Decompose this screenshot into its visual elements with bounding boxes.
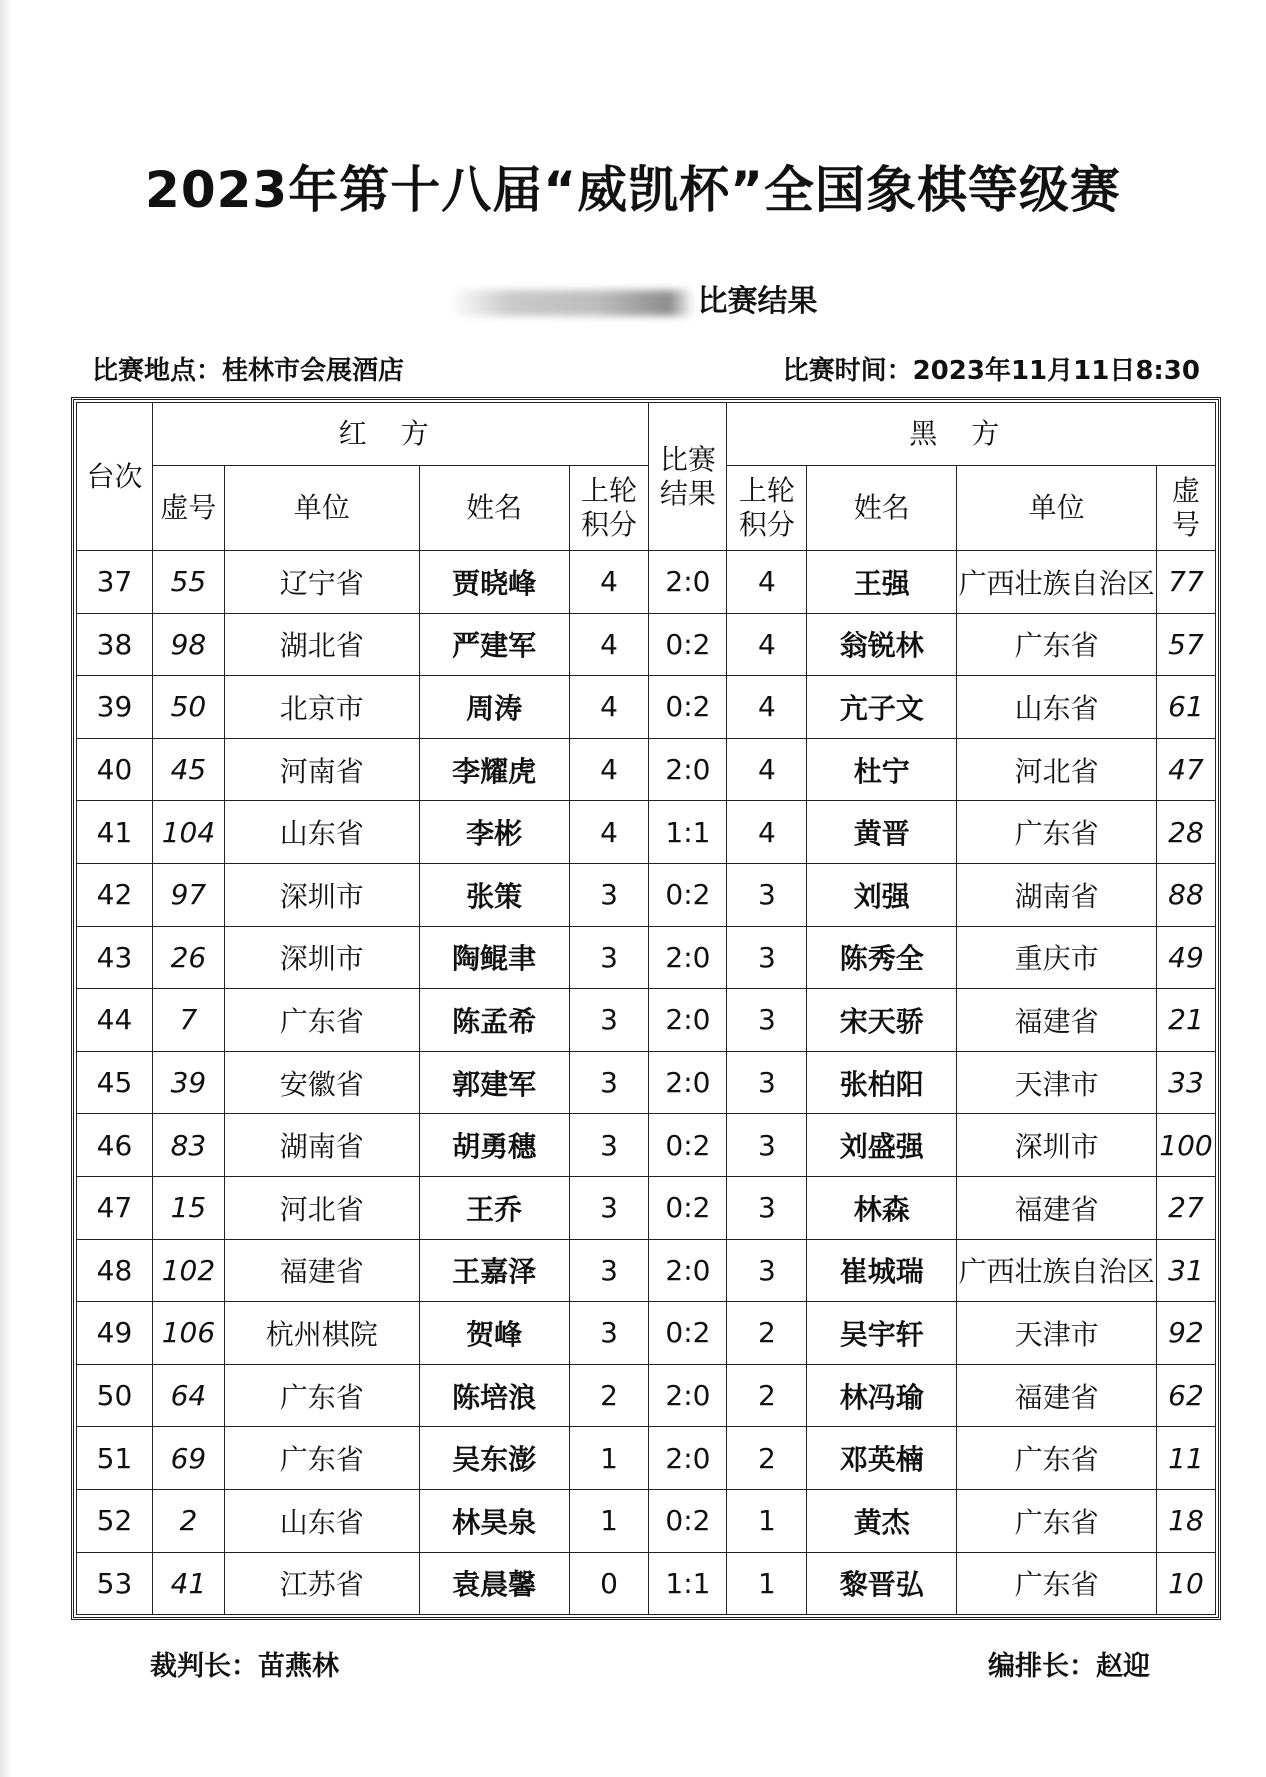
header-table-no: 台次: [77, 403, 153, 551]
black-points: 3: [727, 1176, 807, 1239]
table-no: 42: [77, 863, 153, 926]
black-id: 11: [1156, 1427, 1215, 1490]
black-name: 刘盛强: [807, 1114, 957, 1177]
table-no: 49: [77, 1302, 153, 1365]
red-points: 3: [569, 863, 649, 926]
red-unit: 广东省: [224, 1364, 419, 1427]
red-name: 郭建军: [419, 1051, 569, 1114]
black-unit: 山东省: [957, 676, 1157, 739]
table-row: [77, 613, 1216, 676]
red-points: 3: [569, 1051, 649, 1114]
header-black-points: 上轮积分: [727, 466, 807, 551]
black-points: 4: [727, 738, 807, 801]
table-no: 47: [77, 1176, 153, 1239]
header-red-id: 虚号: [152, 466, 224, 551]
results-table: [76, 402, 1216, 1615]
black-name: 黎晋弘: [807, 1552, 957, 1615]
black-unit: 河北省: [957, 738, 1157, 801]
red-id: 98: [152, 613, 224, 676]
red-id: 64: [152, 1364, 224, 1427]
red-name: 陈孟希: [419, 989, 569, 1052]
table-row: [77, 1114, 1216, 1177]
red-unit: 杭州棋院: [224, 1302, 419, 1365]
table-no: 40: [77, 738, 153, 801]
black-unit: 广东省: [957, 1427, 1157, 1490]
table-no: 48: [77, 1239, 153, 1302]
red-name: 严建军: [419, 613, 569, 676]
header-red-side: 红方: [152, 403, 649, 466]
black-id: 77: [1156, 551, 1215, 614]
black-name: 王强: [807, 551, 957, 614]
header-black-name: 姓名: [807, 466, 957, 551]
table-row: [77, 801, 1216, 864]
black-unit: 广东省: [957, 1489, 1157, 1552]
black-unit: 深圳市: [957, 1114, 1157, 1177]
black-points: 4: [727, 551, 807, 614]
black-unit: 广东省: [957, 613, 1157, 676]
red-points: 4: [569, 676, 649, 739]
black-id: 10: [1156, 1552, 1215, 1615]
table-row: [77, 926, 1216, 989]
black-points: 4: [727, 801, 807, 864]
table-no: 44: [77, 989, 153, 1052]
scheduler: 编排长：赵迎: [988, 1651, 1150, 1682]
red-points: 1: [569, 1427, 649, 1490]
black-unit: 天津市: [957, 1051, 1157, 1114]
table-no: 41: [77, 801, 153, 864]
red-name: 张策: [419, 863, 569, 926]
result: 2:0: [649, 1239, 727, 1302]
red-name: 李彬: [419, 801, 569, 864]
black-id: 100: [1156, 1114, 1215, 1177]
red-id: 15: [152, 1176, 224, 1239]
red-name: 王嘉泽: [419, 1239, 569, 1302]
result: 0:2: [649, 1176, 727, 1239]
red-name: 吴东澎: [419, 1427, 569, 1490]
table-subheader-row: [77, 466, 1216, 551]
black-id: 33: [1156, 1051, 1215, 1114]
time-info: 比赛时间：2023年11月11日8:30: [782, 356, 1200, 386]
red-id: 69: [152, 1427, 224, 1490]
black-name: 黄晋: [807, 801, 957, 864]
page-title: 2023年第十八届“威凯杯”全国象棋等级赛: [145, 161, 1121, 219]
black-name: 吴宇轩: [807, 1302, 957, 1365]
red-unit: 广东省: [224, 989, 419, 1052]
red-points: 3: [569, 1239, 649, 1302]
result: 2:0: [649, 1364, 727, 1427]
result: 0:2: [649, 1114, 727, 1177]
black-id: 21: [1156, 989, 1215, 1052]
red-unit: 辽宁省: [224, 551, 419, 614]
red-points: 4: [569, 551, 649, 614]
red-id: 104: [152, 801, 224, 864]
black-points: 2: [727, 1364, 807, 1427]
red-name: 林昊泉: [419, 1489, 569, 1552]
table-no: 53: [77, 1552, 153, 1615]
red-points: 4: [569, 801, 649, 864]
chief-referee: 裁判长：苗燕林: [150, 1651, 339, 1682]
black-points: 3: [727, 1114, 807, 1177]
result: 0:2: [649, 613, 727, 676]
table-row: [77, 551, 1216, 614]
red-points: 4: [569, 738, 649, 801]
black-unit: 广西壮族自治区: [957, 1239, 1157, 1302]
red-unit: 山东省: [224, 1489, 419, 1552]
red-name: 王乔: [419, 1176, 569, 1239]
red-name: 贾晓峰: [419, 551, 569, 614]
header-black-id: 虚号: [1156, 466, 1215, 551]
red-points: 3: [569, 1302, 649, 1365]
black-name: 林冯瑜: [807, 1364, 957, 1427]
table-no: 52: [77, 1489, 153, 1552]
red-name: 袁晨馨: [419, 1552, 569, 1615]
red-points: 3: [569, 989, 649, 1052]
black-name: 宋天骄: [807, 989, 957, 1052]
table-row: [77, 1364, 1216, 1427]
black-points: 1: [727, 1489, 807, 1552]
black-unit: 湖南省: [957, 863, 1157, 926]
black-unit: 广东省: [957, 1552, 1157, 1615]
black-name: 亢子文: [807, 676, 957, 739]
table-row: [77, 1552, 1216, 1615]
result: 0:2: [649, 676, 727, 739]
table-row: [77, 1427, 1216, 1490]
black-id: 88: [1156, 863, 1215, 926]
black-points: 2: [727, 1302, 807, 1365]
black-unit: 福建省: [957, 1364, 1157, 1427]
table-row: [77, 1302, 1216, 1365]
subtitle-text: 比赛结果: [697, 284, 818, 319]
result: 2:0: [649, 738, 727, 801]
table-row: [77, 1239, 1216, 1302]
red-unit: 北京市: [224, 676, 419, 739]
black-unit: 福建省: [957, 1176, 1157, 1239]
red-points: 3: [569, 1114, 649, 1177]
table-row: [77, 989, 1216, 1052]
red-points: 3: [569, 1176, 649, 1239]
red-points: 4: [569, 613, 649, 676]
red-name: 陈培浪: [419, 1364, 569, 1427]
red-id: 55: [152, 551, 224, 614]
red-id: 50: [152, 676, 224, 739]
table-no: 39: [77, 676, 153, 739]
subtitle: [0, 276, 1266, 320]
table-row: [77, 738, 1216, 801]
black-unit: 广东省: [957, 801, 1157, 864]
black-id: 28: [1156, 801, 1215, 864]
red-points: 2: [569, 1364, 649, 1427]
red-unit: 深圳市: [224, 863, 419, 926]
result: 1:1: [649, 801, 727, 864]
red-id: 83: [152, 1114, 224, 1177]
red-points: 3: [569, 926, 649, 989]
page-edge-shadow: [0, 0, 12, 1777]
redacted-text: [449, 290, 694, 316]
black-unit: 重庆市: [957, 926, 1157, 989]
black-id: 31: [1156, 1239, 1215, 1302]
black-name: 陈秀全: [807, 926, 957, 989]
black-points: 3: [727, 926, 807, 989]
black-points: 3: [727, 863, 807, 926]
table-row: [77, 1051, 1216, 1114]
red-points: 0: [569, 1552, 649, 1615]
black-points: 3: [727, 1051, 807, 1114]
black-points: 2: [727, 1427, 807, 1490]
result: 2:0: [649, 989, 727, 1052]
table-row: [77, 1176, 1216, 1239]
red-id: 102: [152, 1239, 224, 1302]
red-unit: 湖北省: [224, 613, 419, 676]
table-row: [77, 863, 1216, 926]
black-unit: 天津市: [957, 1302, 1157, 1365]
red-unit: 山东省: [224, 801, 419, 864]
results-body: [77, 551, 1216, 1615]
red-points: 1: [569, 1489, 649, 1552]
red-name: 贺峰: [419, 1302, 569, 1365]
black-points: 3: [727, 989, 807, 1052]
table-no: 51: [77, 1427, 153, 1490]
header-black-side: 黑方: [727, 403, 1216, 466]
red-id: 2: [152, 1489, 224, 1552]
red-id: 41: [152, 1552, 224, 1615]
black-name: 邓英楠: [807, 1427, 957, 1490]
black-id: 27: [1156, 1176, 1215, 1239]
black-name: 翁锐林: [807, 613, 957, 676]
header-result: 比赛结果: [649, 403, 727, 551]
black-name: 黄杰: [807, 1489, 957, 1552]
black-name: 刘强: [807, 863, 957, 926]
venue-info: 比赛地点：桂林市会展酒店: [92, 356, 405, 386]
black-points: 1: [727, 1552, 807, 1615]
black-name: 崔城瑞: [807, 1239, 957, 1302]
black-name: 张柏阳: [807, 1051, 957, 1114]
red-id: 26: [152, 926, 224, 989]
black-id: 62: [1156, 1364, 1215, 1427]
table-no: 37: [77, 551, 153, 614]
black-unit: 广西壮族自治区: [957, 551, 1157, 614]
red-name: 周涛: [419, 676, 569, 739]
table-no: 43: [77, 926, 153, 989]
red-name: 胡勇穗: [419, 1114, 569, 1177]
result: 0:2: [649, 1489, 727, 1552]
black-points: 4: [727, 676, 807, 739]
result: 0:2: [649, 863, 727, 926]
red-unit: 河北省: [224, 1176, 419, 1239]
red-id: 97: [152, 863, 224, 926]
result: 2:0: [649, 551, 727, 614]
red-id: 39: [152, 1051, 224, 1114]
table-no: 46: [77, 1114, 153, 1177]
red-name: 李耀虎: [419, 738, 569, 801]
header-red-unit: 单位: [224, 466, 419, 551]
table-no: 50: [77, 1364, 153, 1427]
red-id: 7: [152, 989, 224, 1052]
black-id: 57: [1156, 613, 1215, 676]
black-id: 47: [1156, 738, 1215, 801]
red-unit: 广东省: [224, 1427, 419, 1490]
black-id: 49: [1156, 926, 1215, 989]
red-unit: 安徽省: [224, 1051, 419, 1114]
black-id: 92: [1156, 1302, 1215, 1365]
result: 0:2: [649, 1302, 727, 1365]
red-name: 陶鲲聿: [419, 926, 569, 989]
red-unit: 福建省: [224, 1239, 419, 1302]
black-id: 18: [1156, 1489, 1215, 1552]
table-row: [77, 676, 1216, 739]
header-black-unit: 单位: [957, 466, 1157, 551]
result: 2:0: [649, 1427, 727, 1490]
table-no: 38: [77, 613, 153, 676]
red-id: 106: [152, 1302, 224, 1365]
table-row: [77, 1489, 1216, 1552]
red-unit: 河南省: [224, 738, 419, 801]
black-points: 4: [727, 613, 807, 676]
header-red-name: 姓名: [419, 466, 569, 551]
black-name: 杜宁: [807, 738, 957, 801]
black-name: 林森: [807, 1176, 957, 1239]
red-id: 45: [152, 738, 224, 801]
black-unit: 福建省: [957, 989, 1157, 1052]
red-unit: 深圳市: [224, 926, 419, 989]
black-points: 3: [727, 1239, 807, 1302]
red-unit: 湖南省: [224, 1114, 419, 1177]
header-red-points: 上轮积分: [569, 466, 649, 551]
result: 2:0: [649, 1051, 727, 1114]
table-header-row: [77, 403, 1216, 466]
black-id: 61: [1156, 676, 1215, 739]
result: 1:1: [649, 1552, 727, 1615]
table-no: 45: [77, 1051, 153, 1114]
red-unit: 江苏省: [224, 1552, 419, 1615]
result: 2:0: [649, 926, 727, 989]
